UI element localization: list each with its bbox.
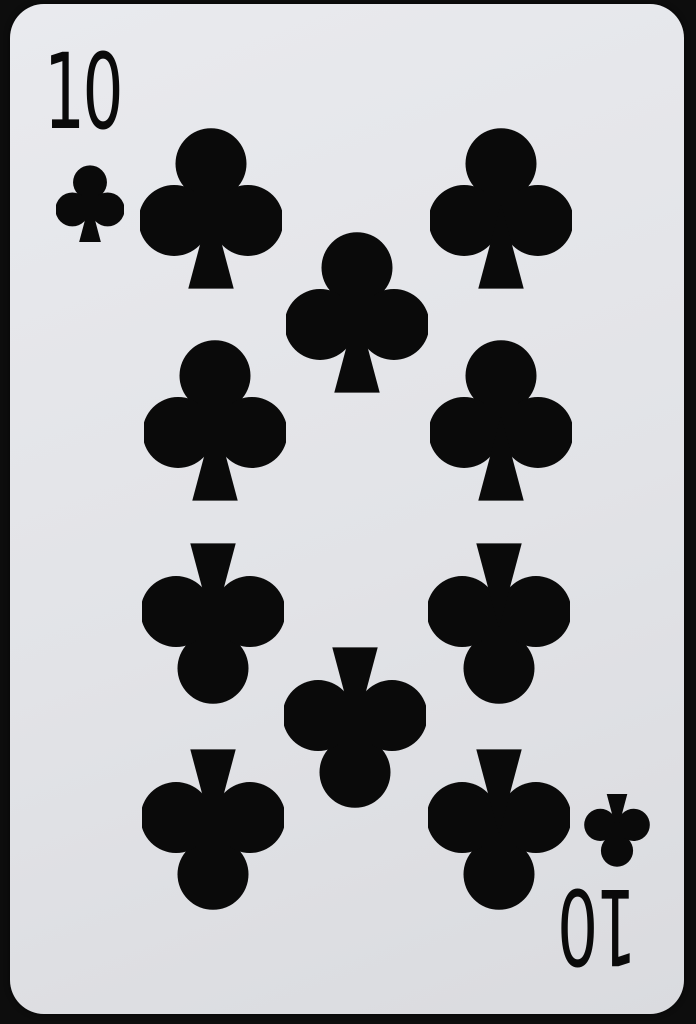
club-icon-inverted [428, 540, 570, 710]
corner-club-icon-bottom [583, 794, 651, 868]
club-icon [430, 122, 572, 292]
club-icon-inverted [284, 644, 426, 814]
club-icon-inverted [142, 540, 284, 710]
club-icon-inverted [428, 746, 570, 916]
corner-club-icon-top [56, 164, 124, 242]
playing-card [10, 4, 684, 1014]
club-icon [430, 334, 572, 504]
club-icon [140, 122, 282, 292]
corner-rank-top: 10 [44, 31, 122, 153]
club-icon [286, 226, 428, 396]
club-icon-inverted [142, 746, 284, 916]
corner-rank-bottom: 10 [559, 865, 637, 987]
club-icon [144, 334, 286, 504]
